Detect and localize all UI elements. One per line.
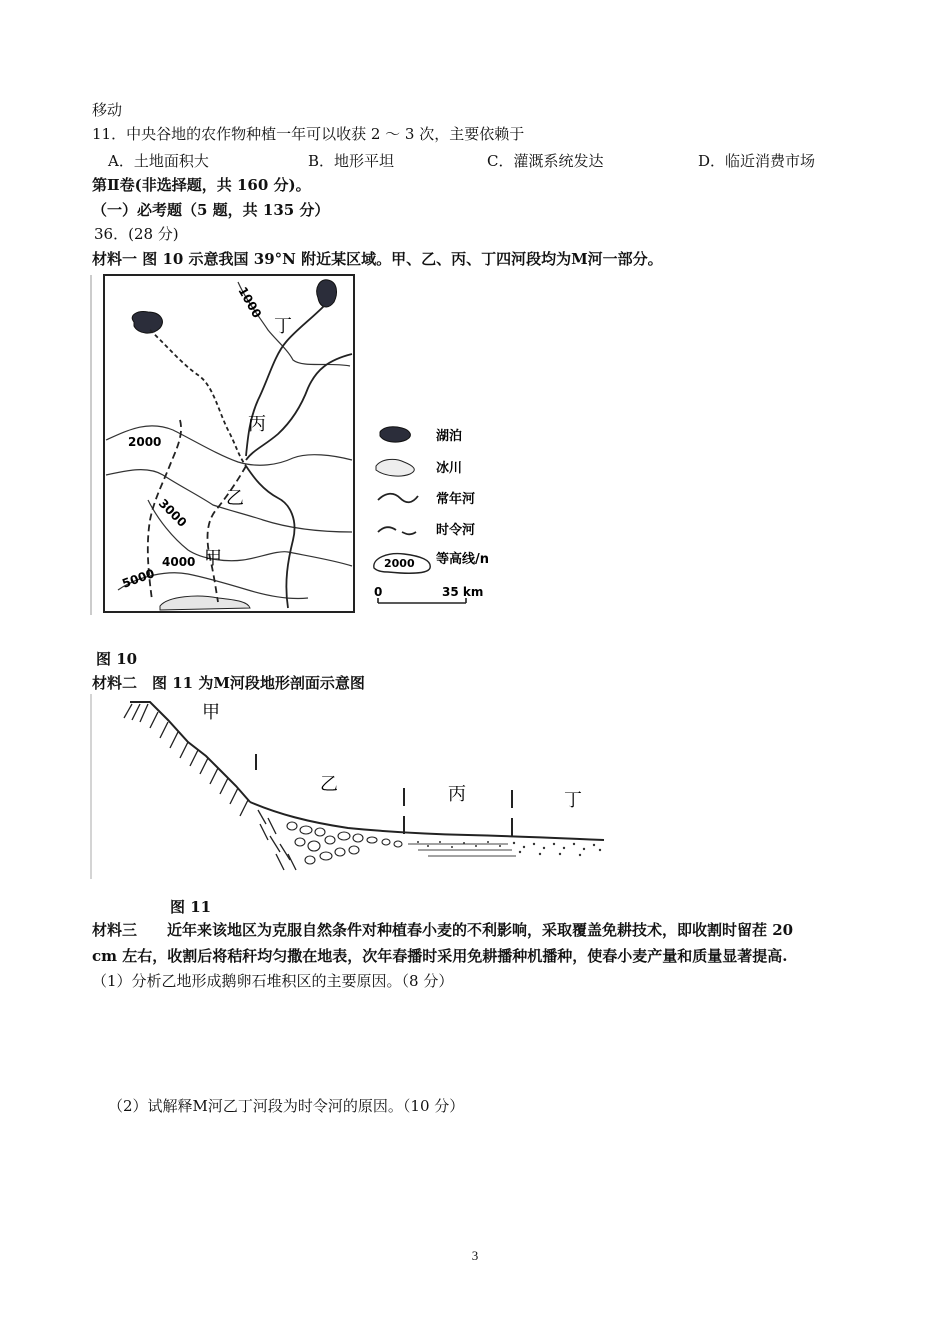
map-label-bing: 丙 [248,414,266,435]
legend-label-glacier: 冰川 [436,461,463,476]
lake-icon [380,427,410,442]
contour-label-3000: 3000 [155,496,190,530]
q11-option-c: C．灌溉系统发达 [487,152,604,170]
page-number: 3 [471,1248,479,1263]
contour-label-2000: 2000 [128,435,162,449]
map-label-jia: 甲 [204,548,222,569]
profile-label-jia: 甲 [202,702,220,723]
map-label-ding: 丁 [274,316,292,337]
seasonal-river-icon [378,527,416,534]
legend-label-seasonal-river: 时令河 [436,523,476,538]
contour-label-1000: 1000 [235,284,265,321]
material-2: 材料二 图 11 为M河段地形剖面示意图 [92,674,365,692]
q11-option-d: D．临近消费市场 [698,152,816,170]
q11-option-a: A．土地面积大 [108,152,209,170]
sub-question-2: （2）试解释M河乙丁河段为时令河的原因。（10 分） [108,1097,465,1115]
lake-east-icon [317,280,337,307]
section-2-heading: 第Ⅱ卷(非选择题，共 160 分)。 [92,176,311,194]
profile-label-ding: 丁 [564,790,582,811]
figure-11-caption: 图 11 [170,898,212,916]
perennial-river-icon [378,494,418,503]
lake-west-icon [132,312,162,334]
figure-11-profile [88,694,618,884]
legend-label-lake: 湖泊 [436,429,463,444]
top-line: 移动 [92,101,123,119]
figure-10-map [88,270,508,620]
question-11-stem: 11．中央谷地的农作物种植一年可以收获 2 ～ 3 次，主要依赖于 [92,125,525,143]
contour-label-4000: 4000 [162,555,196,569]
scale-distance: 35 km [442,585,484,599]
profile-label-yi: 乙 [320,774,338,795]
legend-contour-value: 2000 [384,557,415,570]
glacier-icon-map [160,596,250,610]
map-label-yi: 乙 [226,488,244,509]
material-3-line-1: 材料三 近年来该地区为克服自然条件对种植春小麦的不利影响，采取覆盖免耕技术，即收割时留茬 20 [92,921,794,939]
sub-question-1: （1）分析乙地形成鹅卵石堆积区的主要原因。（8 分） [92,972,454,990]
glacier-icon [376,459,414,476]
figure-10-caption: 图 10 [96,650,138,668]
legend-label-perennial-river: 常年河 [436,492,476,507]
contour-label-5000: 5000 [120,566,157,591]
scale-zero: 0 [374,585,383,599]
map-legend [374,427,489,603]
question-36: 36．(28 分) [94,225,179,243]
material-3-line-2: cm 左右，收割后将秸秆均匀撒在地表，次年春播时采用免耕播种机播种，使春小麦产量和质量显著提高. [92,947,788,965]
subsection-heading: （一）必考题（5 题，共 135 分） [92,201,330,219]
material-1: 材料一 图 10 示意我国 39°N 附近某区域。甲、乙、丙、丁四河段均为M河一部分。 [92,250,663,268]
sediment-dots [417,841,601,856]
profile-label-bing: 丙 [448,784,466,805]
legend-label-contour: 等高线/n [436,552,490,567]
q11-option-b: B．地形平坦 [308,152,395,170]
